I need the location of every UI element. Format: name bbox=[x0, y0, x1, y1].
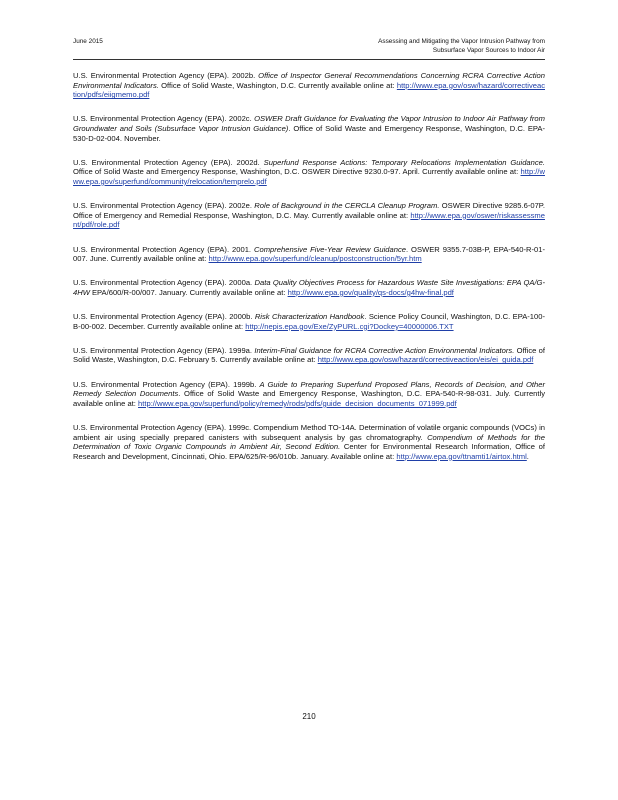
reference-entry bbox=[73, 278, 545, 297]
reference-entry bbox=[73, 423, 545, 461]
reference-title: Risk Characterization Handbook bbox=[254, 312, 365, 322]
reference-link[interactable]: http://www.epa.gov/superfund/policy/remedy/rods/pdfs/guide_decision_documents_071999.pdf bbox=[138, 398, 457, 408]
reference-title: Compendium of Methods for the Determination of Toxic Organic Compounds in Ambient Air, Second Edition. bbox=[73, 432, 546, 452]
reference-prefix: U.S. Environmental Protection Agency (EPA). 1999b. bbox=[73, 379, 260, 389]
reference-prefix: U.S. Environmental Protection Agency (EPA). 2000a. bbox=[73, 278, 255, 288]
reference-link[interactable]: http://www.epa.gov/superfund/cleanup/postconstruction/5yr.htm bbox=[208, 254, 422, 264]
reference-prefix: U.S. Environmental Protection Agency (EPA). 1999c. Compendium Method TO-14A. Determination of volatile organic compounds (VOCs) in ambient air using specially prepared canisters with subsequent analysis by gas chromatography. bbox=[73, 423, 545, 442]
reference-prefix: U.S. Environmental Protection Agency (EPA). 2002b. bbox=[73, 71, 259, 80]
header-title-line2: Subsurface Vapor Sources to Indoor Air bbox=[432, 46, 545, 54]
reference-link[interactable]: http://nepis.epa.gov/Exe/ZyPURL.cgi?Dockey=40000006.TXT bbox=[245, 321, 454, 331]
reference-entry bbox=[73, 380, 545, 409]
reference-prefix: U.S. Environmental Protection Agency (EPA). 2000b. bbox=[73, 312, 255, 322]
reference-prefix: U.S. Environmental Protection Agency (EPA). 2002d. bbox=[73, 157, 264, 167]
reference-entry bbox=[73, 201, 545, 230]
reference-details: Center for Environmental Research Information, Office of Research and Development, Cincinnati, Ohio. EPA/625/R-96/010b. January. Available online at: bbox=[73, 442, 545, 461]
reference-entry bbox=[73, 312, 545, 331]
reference-entry bbox=[73, 346, 545, 365]
reference-details: EPA/600/R-00/007. January. Currently available online at: bbox=[89, 287, 286, 297]
reference-list bbox=[73, 71, 545, 476]
reference-details: Office of Solid Waste, Washington, D.C. Currently available online at: bbox=[158, 80, 395, 90]
reference-details: . Science Policy Council, Washington, D.C. EPA-100-B-00-002. December. Currently available online at: bbox=[73, 312, 545, 331]
reference-link[interactable]: http://www.epa.gov/superfund/community/relocation/temprelo.pdf bbox=[73, 167, 545, 186]
reference-title: OSWER Draft Guidance for Evaluating the Vapor Intrusion to Indoor Air Pathway from Groundwater and Soils (Subsurface Vapor Intrusion Guidance) bbox=[73, 114, 545, 133]
reference-prefix: U.S. Environmental Protection Agency (EPA). 2002c. bbox=[73, 114, 255, 124]
header-title-line1: Assessing and Mitigating the Vapor Intrusion Pathway from bbox=[378, 38, 545, 45]
reference-entry bbox=[73, 245, 545, 264]
reference-entry bbox=[73, 114, 545, 143]
reference-details: . OSWER 9355.7-03B-P, EPA-540-R-01-007. June. Currently available online at: bbox=[73, 244, 546, 264]
reference-title: Data Quality Objectives Process for Hazardous Waste Site Investigations: EPA QA/G-4HW bbox=[73, 278, 545, 297]
reference-link[interactable]: http://www.epa.gov/osw/hazard/correctiveaction/pdfs/eiigmemo.pdf bbox=[73, 80, 545, 100]
reference-tail: . bbox=[526, 451, 529, 461]
reference-details: OSWER Directive 9285.6-07P. Office of Emergency and Remedial Response, Washington, D.C. May. Currently available online at: bbox=[73, 201, 546, 220]
header-date: June 2015 bbox=[73, 38, 103, 45]
reference-title: Comprehensive Five-Year Review Guidance bbox=[254, 244, 406, 254]
reference-title: Interim-Final Guidance for RCRA Corrective Action Environmental Indicators. bbox=[254, 345, 515, 355]
reference-details: . Office of Solid Waste and Emergency Response, Washington, D.C. EPA-540-R-98-031. July. Currently available online at: bbox=[73, 389, 545, 408]
reference-entry bbox=[73, 71, 545, 100]
reference-title: Office of Inspector General Recommendations Concerning RCRA Corrective Action Environmental Indicators. bbox=[73, 71, 546, 90]
header-title bbox=[378, 38, 545, 55]
page-number: 210 bbox=[302, 712, 316, 721]
reference-link[interactable]: http://www.epa.gov/oswer/riskassessment/pdf/role.pdf bbox=[73, 210, 545, 230]
reference-link[interactable]: http://www.epa.gov/ttnamti1/airtox.html bbox=[396, 451, 527, 461]
reference-details: Office of Solid Waste, Washington, D.C. February 5. Currently available online at: bbox=[73, 345, 546, 365]
reference-link[interactable]: http://www.epa.gov/osw/hazard/correctiveaction/eis/ei_guida.pdf bbox=[317, 355, 534, 365]
reference-prefix: U.S. Environmental Protection Agency (EPA). 2002e. bbox=[73, 201, 255, 211]
reference-link[interactable]: http://www.epa.gov/quality/qs-docs/g4hw-final.pdf bbox=[287, 287, 454, 297]
reference-entry bbox=[73, 158, 545, 187]
reference-prefix: U.S. Environmental Protection Agency (EPA). 2001. bbox=[73, 244, 254, 254]
reference-title: Superfund Response Actions: Temporary Relocations Implementation Guidance. bbox=[263, 157, 546, 167]
reference-details: Office of Solid Waste and Emergency Response, Washington, D.C. OSWER Directive 9230.0-97. April. Currently available online at: bbox=[73, 167, 519, 177]
reference-title: Role of Background in the CERCLA Cleanup Program. bbox=[254, 201, 440, 211]
reference-title: A Guide to Preparing Superfund Proposed Plans, Records of Decision, and Other Remedy Selection Documents bbox=[73, 379, 546, 399]
reference-prefix: U.S. Environmental Protection Agency (EPA). 1999a. bbox=[73, 345, 255, 355]
reference-details: . Office of Solid Waste and Emergency Response, Washington, D.C. EPA-530-D-02-004. November. bbox=[73, 123, 545, 143]
header-rule bbox=[73, 59, 545, 60]
